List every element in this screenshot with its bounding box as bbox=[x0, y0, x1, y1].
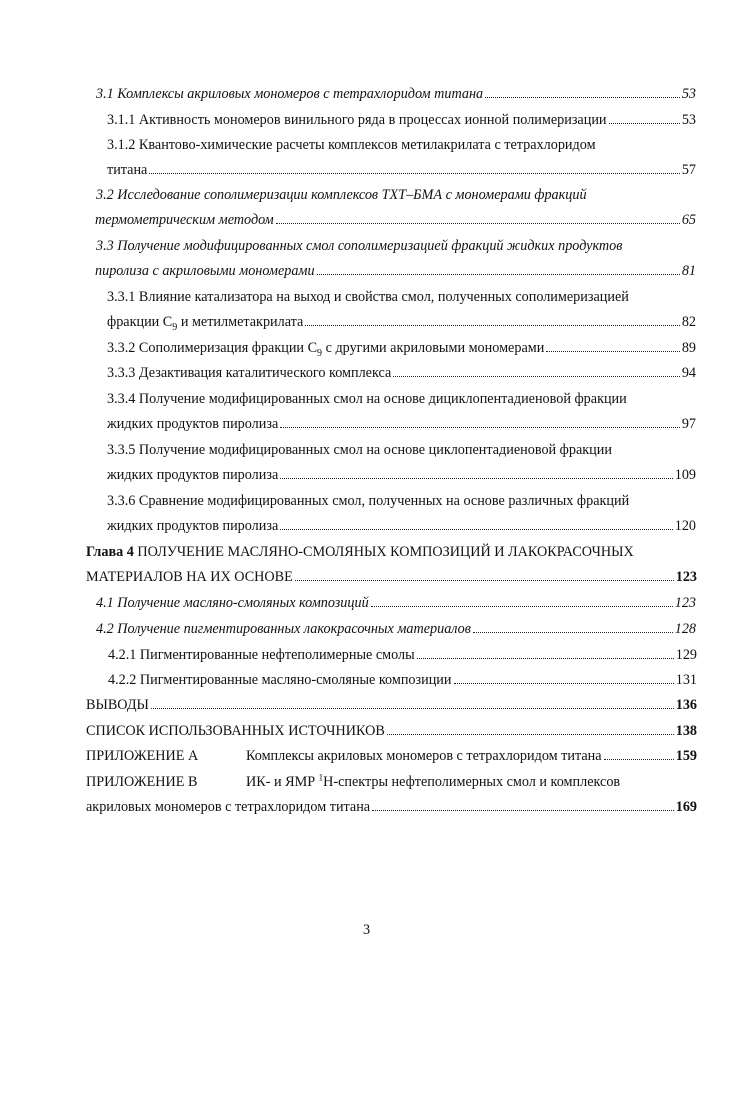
toc-entry-title: 3.3.3 Дезактивация каталитического комплекса bbox=[107, 365, 392, 381]
toc-leader-dots bbox=[546, 351, 680, 352]
toc-entry-3-3-2[interactable] bbox=[107, 338, 696, 358]
toc-leader-dots bbox=[295, 580, 674, 581]
toc-entry-3-3-4-line1[interactable]: 3.3.4 Получение модифицированных смол на основе дициклопентадиеновой фракции bbox=[107, 391, 627, 407]
toc-entry-title: 4.2.2 Пигментированные масляно-смоляные композиции bbox=[108, 672, 452, 688]
toc-chapter-4[interactable] bbox=[86, 567, 697, 587]
toc-leader-dots bbox=[473, 632, 673, 633]
page-number: 3 bbox=[362, 922, 371, 938]
subscript: 9 bbox=[172, 321, 178, 333]
toc-entry-4-2-1[interactable] bbox=[108, 645, 697, 665]
toc-entry-conclusions[interactable] bbox=[86, 695, 697, 715]
toc-entry-title: жидких продуктов пиролиза bbox=[107, 518, 279, 534]
toc-entry-title: титана bbox=[107, 162, 148, 178]
toc-entry-3-1-1[interactable] bbox=[107, 110, 696, 130]
toc-page-number: 89 bbox=[681, 340, 696, 356]
toc-page-number: 81 bbox=[681, 263, 696, 279]
toc-page-number: 136 bbox=[675, 697, 697, 713]
toc-entry-title: термометрическим методом bbox=[95, 212, 274, 228]
toc-page-number: 159 bbox=[675, 748, 697, 764]
toc-entry-title: 3.1.1 Активность мономеров винильного ряда в процессах ионной полимеризации bbox=[107, 112, 607, 128]
toc-entry-3-1[interactable] bbox=[96, 84, 696, 104]
toc-entry-title bbox=[246, 772, 620, 792]
toc-leader-dots bbox=[280, 427, 680, 428]
toc-entry-title: Комплексы акриловых мономеров с тетрахлоридом титана bbox=[246, 748, 602, 764]
toc-entry-references[interactable] bbox=[86, 721, 697, 741]
toc-page-number: 138 bbox=[675, 723, 697, 739]
toc-entry-4-2-2[interactable] bbox=[108, 670, 697, 690]
toc-page-number: 123 bbox=[675, 569, 697, 585]
toc-leader-dots bbox=[454, 683, 674, 684]
toc-entry-3-3-4[interactable] bbox=[107, 414, 696, 434]
toc-entry-title: пиролиза с акриловыми мономерами bbox=[95, 263, 315, 279]
toc-entry-3-3-5[interactable] bbox=[107, 465, 696, 485]
toc-leader-dots bbox=[280, 529, 672, 530]
toc-entry-appendix-a[interactable] bbox=[86, 746, 697, 766]
subscript: 9 bbox=[317, 347, 323, 359]
toc-entry-3-3-line1[interactable]: 3.3 Получение модифицированных смол сополимеризацией фракций жидких продуктов bbox=[96, 238, 623, 254]
toc-entry-4-1[interactable] bbox=[96, 593, 696, 613]
toc-entry-title: акриловых мономеров с тетрахлоридом титана bbox=[86, 799, 371, 815]
toc-leader-dots bbox=[371, 606, 673, 607]
toc-entry-3-1-2[interactable] bbox=[107, 160, 696, 180]
toc-entry-3-3-1[interactable] bbox=[107, 312, 696, 332]
toc-entry-title bbox=[107, 338, 544, 358]
toc-page-number: 131 bbox=[675, 672, 697, 688]
toc-page-number: 109 bbox=[674, 467, 696, 483]
toc-entry-3-1-2-line1[interactable]: 3.1.2 Квантово-химические расчеты комплексов метилакрилата с тетрахлоридом bbox=[107, 137, 596, 153]
toc-page-number: 94 bbox=[681, 365, 696, 381]
toc-leader-dots bbox=[149, 173, 679, 174]
toc-leader-dots bbox=[276, 223, 680, 224]
toc-page-number: 53 bbox=[681, 112, 696, 128]
toc-page-number: 120 bbox=[674, 518, 696, 534]
toc-entry-title: МАТЕРИАЛОВ НА ИХ ОСНОВЕ bbox=[86, 569, 293, 585]
chapter-title: ПОЛУЧЕНИЕ МАСЛЯНО-СМОЛЯНЫХ КОМПОЗИЦИЙ И ЛАКОКРАСОЧНЫХ bbox=[133, 544, 634, 560]
toc-entry-3-3-5-line1[interactable]: 3.3.5 Получение модифицированных смол на основе циклопентадиеновой фракции bbox=[107, 442, 612, 458]
toc-entry-title-part: и метилметакрилата bbox=[177, 314, 304, 330]
toc-entry-title: жидких продуктов пиролиза bbox=[107, 467, 279, 483]
toc-entry-title: 4.1 Получение масляно-смоляных композиций bbox=[96, 595, 369, 611]
toc-entry-3-2[interactable] bbox=[95, 210, 696, 230]
toc-leader-dots bbox=[372, 810, 674, 811]
toc-entry-3-3-6-line1[interactable]: 3.3.6 Сравнение модифицированных смол, полученных на основе различных фракций bbox=[107, 493, 630, 509]
toc-entry-title bbox=[107, 312, 303, 332]
toc-page-number: 129 bbox=[675, 647, 697, 663]
toc-leader-dots bbox=[151, 708, 674, 709]
toc-leader-dots bbox=[317, 274, 680, 275]
toc-leader-dots bbox=[609, 123, 680, 124]
toc-entry-3-3-6[interactable] bbox=[107, 516, 696, 536]
toc-page-number: 57 bbox=[681, 162, 696, 178]
toc-entry-title: 3.1 Комплексы акриловых мономеров с тетрахлоридом титана bbox=[96, 86, 484, 102]
toc-entry-4-2[interactable] bbox=[96, 619, 696, 639]
superscript: 1 bbox=[318, 772, 324, 783]
toc-entry-appendix-b-line1[interactable] bbox=[86, 772, 697, 792]
toc-entry-title-part: 3.3.2 Сополимеризация фракции С bbox=[107, 340, 318, 356]
toc-leader-dots bbox=[604, 759, 674, 760]
toc-entry-appendix-b[interactable] bbox=[86, 797, 697, 817]
toc-entry-3-3-3[interactable] bbox=[107, 363, 696, 383]
appendix-label: ПРИЛОЖЕНИЕ А bbox=[86, 748, 199, 764]
toc-page-number: 53 bbox=[681, 86, 696, 102]
toc-leader-dots bbox=[485, 97, 680, 98]
toc-entry-3-3-1-line1[interactable]: 3.3.1 Влияние катализатора на выход и свойства смол, полученных сополимеризацией bbox=[107, 289, 629, 305]
toc-page-number: 97 bbox=[681, 416, 696, 432]
toc-entry-3-3[interactable] bbox=[95, 261, 696, 281]
toc-entry-title-part: с другими акриловыми мономерами bbox=[322, 340, 545, 356]
toc-page-number: 65 bbox=[681, 212, 696, 228]
toc-entry-title-part: фракции С bbox=[107, 314, 173, 330]
toc-page-number: 82 bbox=[681, 314, 696, 330]
toc-entry-title: 4.2 Получение пигментированных лакокрасочных материалов bbox=[96, 621, 471, 637]
toc-entry-title: жидких продуктов пиролиза bbox=[107, 416, 279, 432]
toc-entry-3-2-line1[interactable]: 3.2 Исследование сополимеризации комплексов ТХТ–БМА с мономерами фракций bbox=[96, 187, 587, 203]
toc-entry-title: ВЫВОДЫ bbox=[86, 697, 149, 713]
appendix-label: ПРИЛОЖЕНИЕ В bbox=[86, 774, 198, 790]
toc-entry-title-part: ИК- и ЯМР bbox=[246, 774, 319, 790]
toc-page-number: 128 bbox=[674, 621, 696, 637]
toc-page-number: 169 bbox=[675, 799, 697, 815]
toc-chapter-4-line1[interactable] bbox=[86, 542, 697, 562]
toc-leader-dots bbox=[305, 325, 680, 326]
toc-entry-title: СПИСОК ИСПОЛЬЗОВАННЫХ ИСТОЧНИКОВ bbox=[86, 723, 385, 739]
toc-leader-dots bbox=[393, 376, 680, 377]
toc-page-number: 123 bbox=[674, 595, 696, 611]
chapter-label: Глава 4 bbox=[86, 544, 134, 560]
toc-leader-dots bbox=[387, 734, 674, 735]
toc-entry-title: 4.2.1 Пигментированные нефтеполимерные смолы bbox=[108, 647, 415, 663]
toc-leader-dots bbox=[280, 478, 672, 479]
toc-entry-title-part: Н-спектры нефтеполимерных смол и комплексов bbox=[323, 774, 621, 790]
toc-leader-dots bbox=[417, 658, 674, 659]
